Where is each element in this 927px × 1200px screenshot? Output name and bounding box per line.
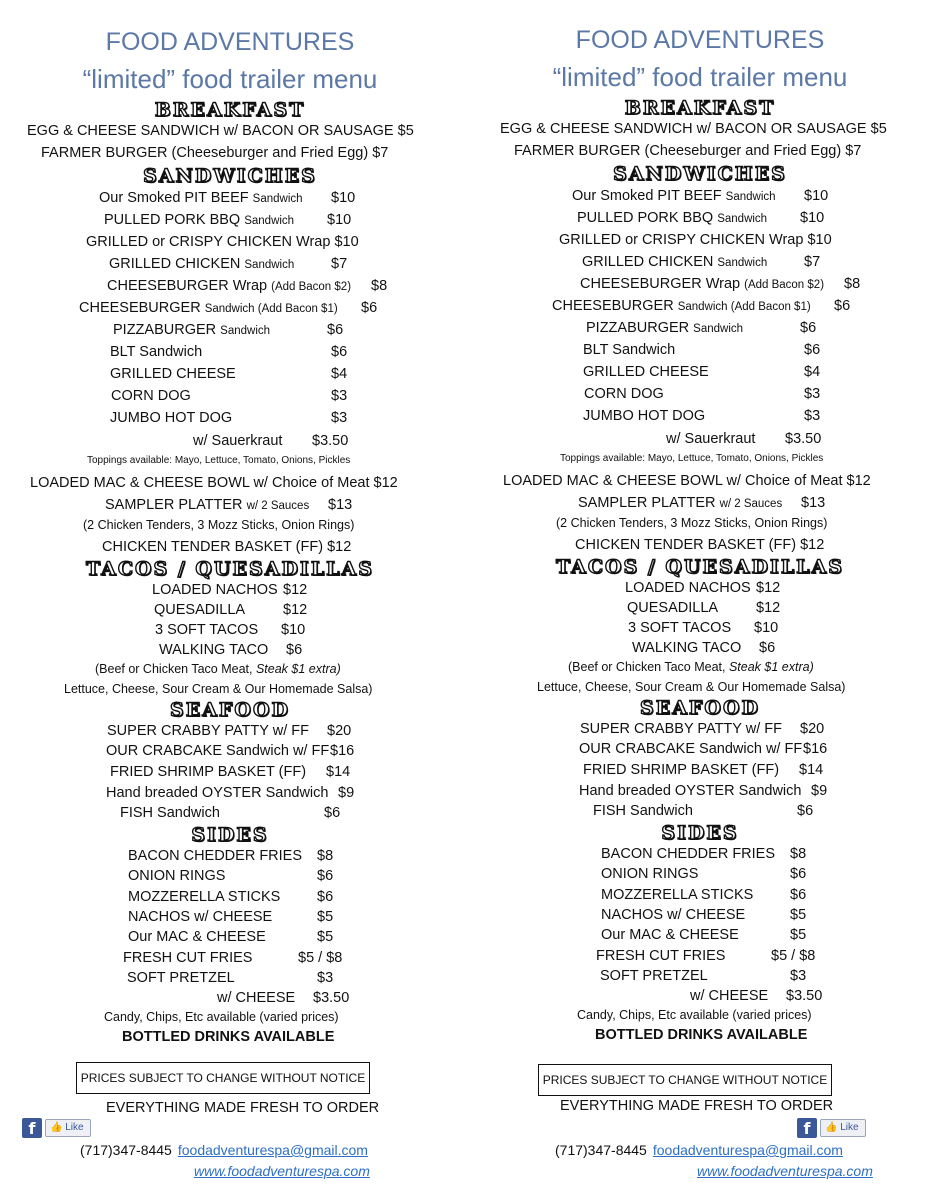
item-name: MOZZERELLA STICKS [128, 889, 281, 905]
item-name: SOFT PRETZEL [127, 970, 235, 986]
facebook-like-widget[interactable] [797, 1118, 866, 1138]
item-name: PULLED PORK BBQ [577, 210, 714, 226]
item-price: $12 [756, 580, 781, 596]
item-name: LOADED MAC & CHEESE BOWL w/ Choice of Meat [503, 473, 843, 489]
menu-item [601, 925, 807, 945]
item-price: $7 [331, 256, 348, 272]
item-price: $6 [327, 322, 344, 338]
taco-note [95, 660, 341, 678]
menu-item [601, 864, 807, 884]
item-price: $3.50 [786, 988, 823, 1004]
item-price: $12 [800, 537, 825, 553]
phone-number: (717)347-8445 [555, 1142, 647, 1158]
item-price: $5 [317, 909, 334, 925]
menu-item [601, 844, 807, 864]
item-name: LOADED NACHOS [152, 582, 278, 598]
menu-copy-right [470, 0, 927, 1200]
item-name: ONION RINGS [601, 866, 699, 882]
item-price: $10 [754, 620, 779, 636]
item-price: $10 [331, 190, 356, 206]
section-heading-sandwiches: SANDWICHES [143, 165, 317, 187]
item-price: $16 [330, 743, 355, 759]
contact-line [80, 1141, 368, 1159]
item-name: w/ CHEESE [217, 990, 296, 1006]
item-name: SUPER CRABBY PATTY w/ FF [580, 721, 782, 737]
menu-item [575, 535, 824, 555]
item-detail: Sandwich (Add Bacon $1) [204, 303, 338, 315]
item-name: PIZZABURGER [113, 322, 217, 338]
item-name: OUR CRABCAKE Sandwich w/ FF [106, 743, 330, 759]
menu-item [110, 342, 348, 362]
item-price: $4 [804, 364, 821, 380]
item-name: w/ CHEESE [690, 988, 769, 1004]
contact-line [555, 1141, 843, 1159]
item-name: ONION RINGS [128, 868, 226, 884]
item-name: GRILLED CHEESE [110, 366, 236, 382]
item-price: $12 [373, 475, 398, 491]
like-button[interactable]: 👍 Like [45, 1119, 91, 1137]
item-price: $5 [790, 927, 807, 943]
item-price: $8 [790, 846, 807, 862]
item-price: $5 [870, 121, 887, 137]
menu-item [110, 408, 348, 428]
price-notice-box: PRICES SUBJECT TO CHANGE WITHOUT NOTICE [538, 1064, 832, 1096]
menu-item [128, 866, 334, 886]
menu-item [625, 578, 781, 598]
menu-item [596, 946, 816, 966]
item-detail: w/ 2 Sauces [719, 498, 783, 510]
item-price: $5 / $8 [771, 948, 816, 964]
item-price: $6 [361, 300, 378, 316]
fresh-note: EVERYTHING MADE FRESH TO ORDER [106, 1100, 380, 1116]
item-detail: Sandwich [717, 257, 768, 269]
like-label: Like [840, 1122, 859, 1133]
item-price: $14 [326, 764, 351, 780]
menu-item [632, 638, 776, 658]
item-name: WALKING TACO [159, 642, 269, 658]
fresh-note: EVERYTHING MADE FRESH TO ORDER [560, 1098, 834, 1114]
item-price: $6 [834, 298, 851, 314]
item-name: CHEESEBURGER Wrap [107, 278, 268, 294]
menu-item [154, 600, 308, 620]
menu-item [41, 143, 388, 163]
menu-item [111, 386, 348, 406]
item-price: $5 / $8 [298, 950, 343, 966]
item-price: $5 [397, 123, 414, 139]
taco-note-text: (Beef or Chicken Taco Meat, [568, 660, 726, 674]
facebook-icon[interactable]: f [22, 1118, 42, 1138]
item-price: $20 [800, 721, 825, 737]
menu-item [628, 618, 779, 638]
item-price: $5 [790, 907, 807, 923]
item-name: CORN DOG [111, 388, 191, 404]
sampler-note: (2 Chicken Tenders, 3 Mozz Sticks, Onion Rings) [83, 518, 355, 532]
menu-item [128, 846, 334, 866]
item-name: FRESH CUT FRIES [123, 950, 253, 966]
item-name: FARMER BURGER (Cheeseburger and Fried Egg) [514, 143, 842, 159]
menu-item [586, 318, 817, 339]
item-name: Hand breaded OYSTER Sandwich [579, 783, 802, 799]
item-price: $12 [283, 582, 308, 598]
sampler-note: (2 Chicken Tenders, 3 Mozz Sticks, Onion Rings) [556, 516, 828, 530]
item-detail: (Add Bacon $2) [271, 281, 352, 293]
item-name: FRESH CUT FRIES [596, 948, 726, 964]
menu-item [113, 320, 344, 341]
menu-item [127, 968, 334, 988]
item-price: $8 [371, 278, 388, 294]
item-price: $3.50 [312, 433, 349, 449]
item-name: LOADED NACHOS [625, 580, 751, 596]
item-price: $5 [317, 929, 334, 945]
item-name: GRILLED or CRISPY CHICKEN Wrap [559, 232, 804, 248]
item-price: $12 [756, 600, 781, 616]
item-name: BLT Sandwich [110, 344, 203, 360]
item-name: NACHOS w/ CHEESE [128, 909, 273, 925]
item-name: FISH Sandwich [593, 803, 693, 819]
menu-item [583, 362, 821, 382]
item-price: $3 [317, 970, 334, 986]
item-name: BACON CHEDDER FRIES [128, 848, 303, 864]
menu-item [105, 495, 353, 516]
menu-item [155, 620, 306, 640]
item-name: CHEESEBURGER [79, 300, 201, 316]
section-heading-sandwiches: SANDWICHES [613, 163, 787, 185]
menu-item [627, 598, 781, 618]
menu-item [128, 907, 334, 927]
menu-item [86, 232, 359, 252]
item-price: $10 [800, 210, 825, 226]
item-name: Our Smoked PIT BEEF [99, 190, 249, 206]
menu-item [578, 493, 826, 514]
drinks-note: BOTTLED DRINKS AVAILABLE [595, 1027, 808, 1043]
item-name: FRIED SHRIMP BASKET (FF) [583, 762, 780, 778]
item-price: $10 [804, 188, 829, 204]
item-price: $7 [845, 143, 862, 159]
candy-note: Candy, Chips, Etc available (varied prices) [104, 1010, 339, 1024]
menu-item [503, 471, 871, 491]
item-detail: Sandwich (Add Bacon $1) [677, 301, 811, 313]
item-price: $13 [801, 495, 826, 511]
item-price: $3 [790, 968, 807, 984]
menu-item [601, 905, 807, 925]
drinks-note: BOTTLED DRINKS AVAILABLE [122, 1029, 335, 1045]
website-link[interactable]: www.foodadventurespa.com [194, 1163, 370, 1179]
menu-copy-left [0, 0, 460, 1200]
menu-item [193, 431, 349, 451]
menu-item [601, 885, 807, 905]
section-heading-sides: SIDES [191, 824, 269, 846]
item-price: $3.50 [785, 431, 822, 447]
item-price: $10 [334, 234, 359, 250]
menu-item [152, 580, 308, 600]
menu-item [666, 429, 822, 449]
item-price: $16 [803, 741, 828, 757]
item-price: $3 [331, 388, 348, 404]
item-name: SAMPLER PLATTER [105, 497, 243, 513]
item-detail: Sandwich [252, 193, 303, 205]
item-name: LOADED MAC & CHEESE BOWL w/ Choice of Meat [30, 475, 370, 491]
item-price: $10 [281, 622, 306, 638]
item-name: EGG & CHEESE SANDWICH w/ BACON OR SAUSAGE [27, 123, 394, 139]
item-price: $3 [804, 386, 821, 402]
section-heading-sides: SIDES [661, 822, 739, 844]
item-detail: w/ 2 Sauces [246, 500, 310, 512]
menu-item [128, 927, 334, 947]
email-link[interactable]: foodadventurespa@gmail.com [652, 1142, 843, 1158]
menu-item [600, 966, 807, 986]
item-name: SOFT PRETZEL [600, 968, 708, 984]
item-name: PULLED PORK BBQ [104, 212, 241, 228]
item-name: FARMER BURGER (Cheeseburger and Fried Egg) [41, 145, 369, 161]
website-link[interactable]: www.foodadventurespa.com [697, 1163, 873, 1179]
menu-item [128, 887, 334, 907]
item-name: GRILLED CHEESE [583, 364, 709, 380]
menu-item [110, 364, 348, 384]
item-price: $7 [372, 145, 389, 161]
taco-note-italic: Steak $1 extra) [255, 662, 341, 676]
item-price: $13 [328, 497, 353, 513]
item-name: OUR CRABCAKE Sandwich w/ FF [579, 741, 803, 757]
item-name: w/ Sauerkraut [666, 431, 756, 447]
candy-note: Candy, Chips, Etc available (varied prices) [577, 1008, 812, 1022]
menu-item [106, 741, 355, 761]
brand-title: FOOD ADVENTURES [105, 28, 355, 56]
item-price: $6 [317, 889, 334, 905]
item-name: PIZZABURGER [586, 320, 690, 336]
menu-subtitle: “limited” food trailer menu [82, 64, 378, 94]
item-price: $6 [800, 320, 817, 336]
item-name: Our MAC & CHEESE [128, 929, 266, 945]
item-detail: Sandwich [693, 323, 744, 335]
item-price: $10 [807, 232, 832, 248]
menu-item [690, 986, 823, 1006]
menu-item [120, 803, 341, 823]
facebook-like-widget[interactable] [22, 1118, 91, 1138]
item-name: FRIED SHRIMP BASKET (FF) [110, 764, 307, 780]
item-price: $6 [790, 887, 807, 903]
facebook-icon[interactable]: f [797, 1118, 817, 1138]
menu-item [217, 988, 350, 1008]
menu-item [30, 473, 398, 493]
item-detail: Sandwich [717, 213, 768, 225]
item-price: $3 [804, 408, 821, 424]
item-price: $12 [846, 473, 871, 489]
menu-item [552, 296, 851, 317]
item-price: $6 [759, 640, 776, 656]
item-name: SUPER CRABBY PATTY w/ FF [107, 723, 309, 739]
item-price: $6 [324, 805, 341, 821]
item-price: $8 [317, 848, 334, 864]
item-detail: Sandwich [244, 259, 295, 271]
price-notice-box: PRICES SUBJECT TO CHANGE WITHOUT NOTICE [76, 1062, 370, 1094]
item-price: $9 [811, 783, 828, 799]
menu-item [583, 406, 821, 426]
section-heading-tacos: TACOS / QUESADILLAS [85, 558, 374, 580]
menu-item [582, 252, 821, 273]
item-price: $6 [286, 642, 303, 658]
toppings-note: Toppings available: Mayo, Lettuce, Tomato, Onions, Pickles [87, 455, 351, 466]
item-name: NACHOS w/ CHEESE [601, 907, 746, 923]
menu-item [577, 208, 825, 229]
item-name: JUMBO HOT DOG [583, 408, 706, 424]
item-name: QUESADILLA [154, 602, 246, 618]
menu-item [107, 721, 352, 741]
item-name: QUESADILLA [627, 600, 719, 616]
toppings-note: Toppings available: Mayo, Lettuce, Tomato, Onions, Pickles [560, 453, 824, 464]
item-price: $4 [331, 366, 348, 382]
item-name: WALKING TACO [632, 640, 742, 656]
section-heading-tacos: TACOS / QUESADILLAS [555, 556, 844, 578]
menu-item [123, 948, 343, 968]
menu-item [559, 230, 832, 250]
item-price: $3 [331, 410, 348, 426]
item-name: GRILLED or CRISPY CHICKEN Wrap [86, 234, 331, 250]
item-detail: (Add Bacon $2) [744, 279, 825, 291]
item-name: BACON CHEDDER FRIES [601, 846, 776, 862]
menu-item [579, 739, 828, 759]
item-detail: Sandwich [220, 325, 271, 337]
menu-item [572, 186, 829, 207]
item-name: BLT Sandwich [583, 342, 676, 358]
menu-item [107, 276, 388, 297]
item-name: CHICKEN TENDER BASKET (FF) [575, 537, 797, 553]
item-detail: Sandwich [244, 215, 295, 227]
section-heading-breakfast: BREAKFAST [154, 99, 306, 121]
like-button[interactable]: 👍 Like [820, 1119, 866, 1137]
item-name: JUMBO HOT DOG [110, 410, 233, 426]
email-link[interactable]: foodadventurespa@gmail.com [177, 1142, 368, 1158]
menu-item [79, 298, 378, 319]
item-name: Our Smoked PIT BEEF [572, 188, 722, 204]
section-heading-seafood: SEAFOOD [639, 697, 760, 719]
menu-item [583, 340, 821, 360]
menu-item [584, 384, 821, 404]
item-name: GRILLED CHICKEN [582, 254, 714, 270]
item-name: CHICKEN TENDER BASKET (FF) [102, 539, 324, 555]
menu-item [159, 640, 303, 660]
menu-item [109, 254, 348, 275]
menu-item [580, 274, 861, 295]
menu-item [500, 119, 887, 139]
menu-item [580, 719, 825, 739]
item-name: CHEESEBURGER [552, 298, 674, 314]
menu-item [104, 210, 352, 231]
item-price: $12 [327, 539, 352, 555]
item-name: FISH Sandwich [120, 805, 220, 821]
taco-note-italic: Steak $1 extra) [728, 660, 814, 674]
item-name: GRILLED CHICKEN [109, 256, 241, 272]
item-name: Hand breaded OYSTER Sandwich [106, 785, 329, 801]
taco-note-text: (Beef or Chicken Taco Meat, [95, 662, 253, 676]
menu-item [579, 781, 828, 801]
item-name: Our MAC & CHEESE [601, 927, 739, 943]
menu-item [99, 188, 356, 209]
item-price: $14 [799, 762, 824, 778]
item-price: $6 [797, 803, 814, 819]
section-heading-breakfast: BREAKFAST [624, 97, 776, 119]
item-name: 3 SOFT TACOS [155, 622, 259, 638]
item-name: CHEESEBURGER Wrap [580, 276, 741, 292]
menu-item [106, 783, 355, 803]
item-name: w/ Sauerkraut [193, 433, 283, 449]
item-price: $12 [283, 602, 308, 618]
item-name: SAMPLER PLATTER [578, 495, 716, 511]
item-price: $20 [327, 723, 352, 739]
item-name: CORN DOG [584, 386, 664, 402]
item-detail: Sandwich [725, 191, 776, 203]
item-price: $8 [844, 276, 861, 292]
menu-item [102, 537, 351, 557]
item-name: 3 SOFT TACOS [628, 620, 732, 636]
item-price: $6 [804, 342, 821, 358]
menu-item [583, 760, 824, 780]
item-price: $7 [804, 254, 821, 270]
taco-note-2: Lettuce, Cheese, Sour Cream & Our Homemade Salsa) [537, 680, 846, 694]
taco-note-2: Lettuce, Cheese, Sour Cream & Our Homemade Salsa) [64, 682, 373, 696]
menu-item [110, 762, 351, 782]
item-price: $6 [790, 866, 807, 882]
item-price: $6 [331, 344, 348, 360]
section-heading-seafood: SEAFOOD [169, 699, 290, 721]
menu-item [514, 141, 861, 161]
taco-note [568, 658, 814, 676]
item-price: $10 [327, 212, 352, 228]
item-name: MOZZERELLA STICKS [601, 887, 754, 903]
item-price: $6 [317, 868, 334, 884]
phone-number: (717)347-8445 [80, 1142, 172, 1158]
like-label: Like [65, 1122, 84, 1133]
menu-item [27, 121, 414, 141]
item-price: $3.50 [313, 990, 350, 1006]
item-price: $9 [338, 785, 355, 801]
brand-title: FOOD ADVENTURES [575, 26, 825, 54]
item-name: EGG & CHEESE SANDWICH w/ BACON OR SAUSAGE [500, 121, 867, 137]
menu-item [593, 801, 814, 821]
menu-subtitle: “limited” food trailer menu [552, 62, 848, 92]
